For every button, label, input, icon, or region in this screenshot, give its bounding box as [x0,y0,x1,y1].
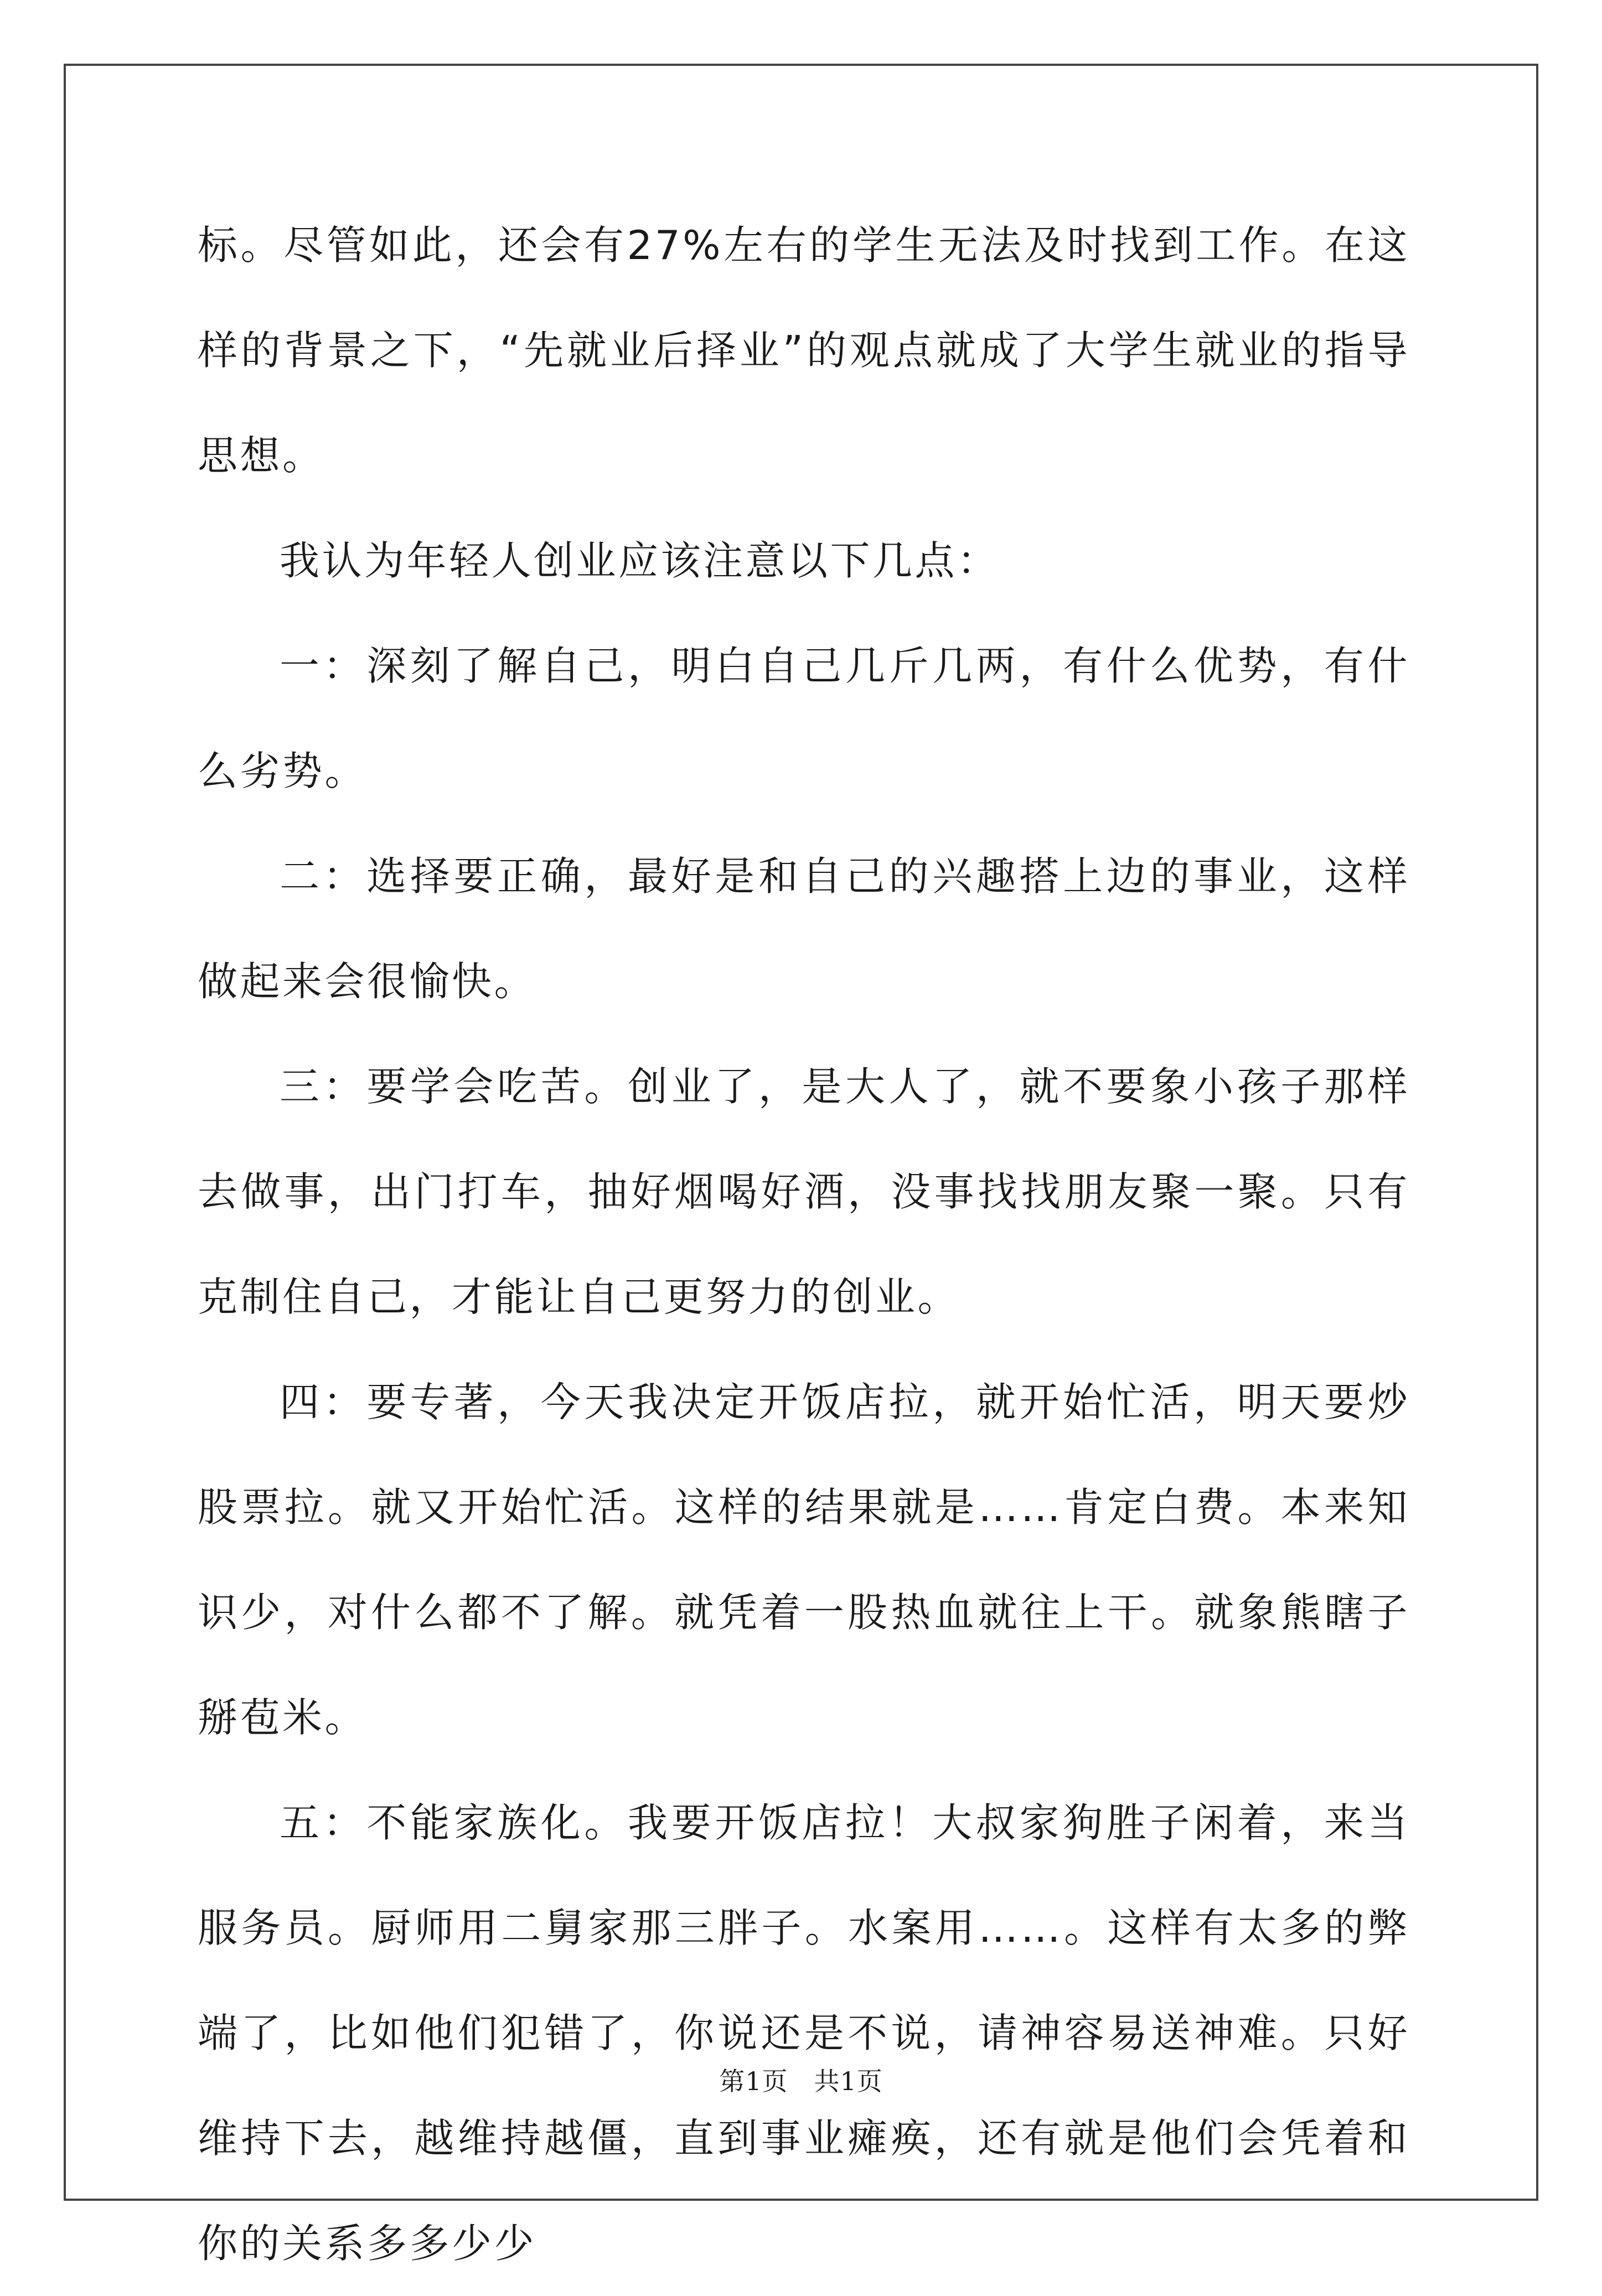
paragraph-intro: 我认为年轻人创业应该注意以下几点： [280,537,1000,584]
paragraph-point-2: 二：选择要正确，最好是和自己的兴趣搭上边的事业，这样做起来会很愉快。 [198,853,1410,1005]
paragraph-point-4: 四：要专著，今天我决定开饭店拉，就开始忙活，明天要炒股票拉。就又开始忙活。这样的结果就是……肯定白费。本来知识少，对什么都不了解。就凭着一股热血就往上干。就象熊瞎子掰苞米。 [198,1379,1410,1741]
page-footer: 第1页 共1页 [719,2066,883,2096]
paragraph-continuation: 标。尽管如此，还会有27%左右的学生无法及时找到工作。在这样的背景之下，“先就业后择业”的观点就成了大学生就业的指导思想。 [198,222,1410,479]
paragraph-point-3: 三：要学会吃苦。创业了，是大人了，就不要象小孩子那样去做事，出门打车，抽好烟喝好酒，没事找找朋友聚一聚。只有克制住自己，才能让自己更努力的创业。 [198,1063,1410,1320]
paragraph-point-5: 五：不能家族化。我要开饭店拉！大叔家狗胜子闲着，来当服务员。厨师用二舅家那三胖子。水案用……。这样有太多的弊端了，比如他们犯错了，你说还是不说，请神容易送神难。只好维持下去，越维持越僵，直到事业瘫痪，还有就是他们会凭着和你的关系多多少少 [198,1799,1410,2267]
document-body [198,193,1410,2296]
paragraph-point-1: 一：深刻了解自己，明白自己几斤几两，有什么优势，有什么劣势。 [198,643,1410,794]
